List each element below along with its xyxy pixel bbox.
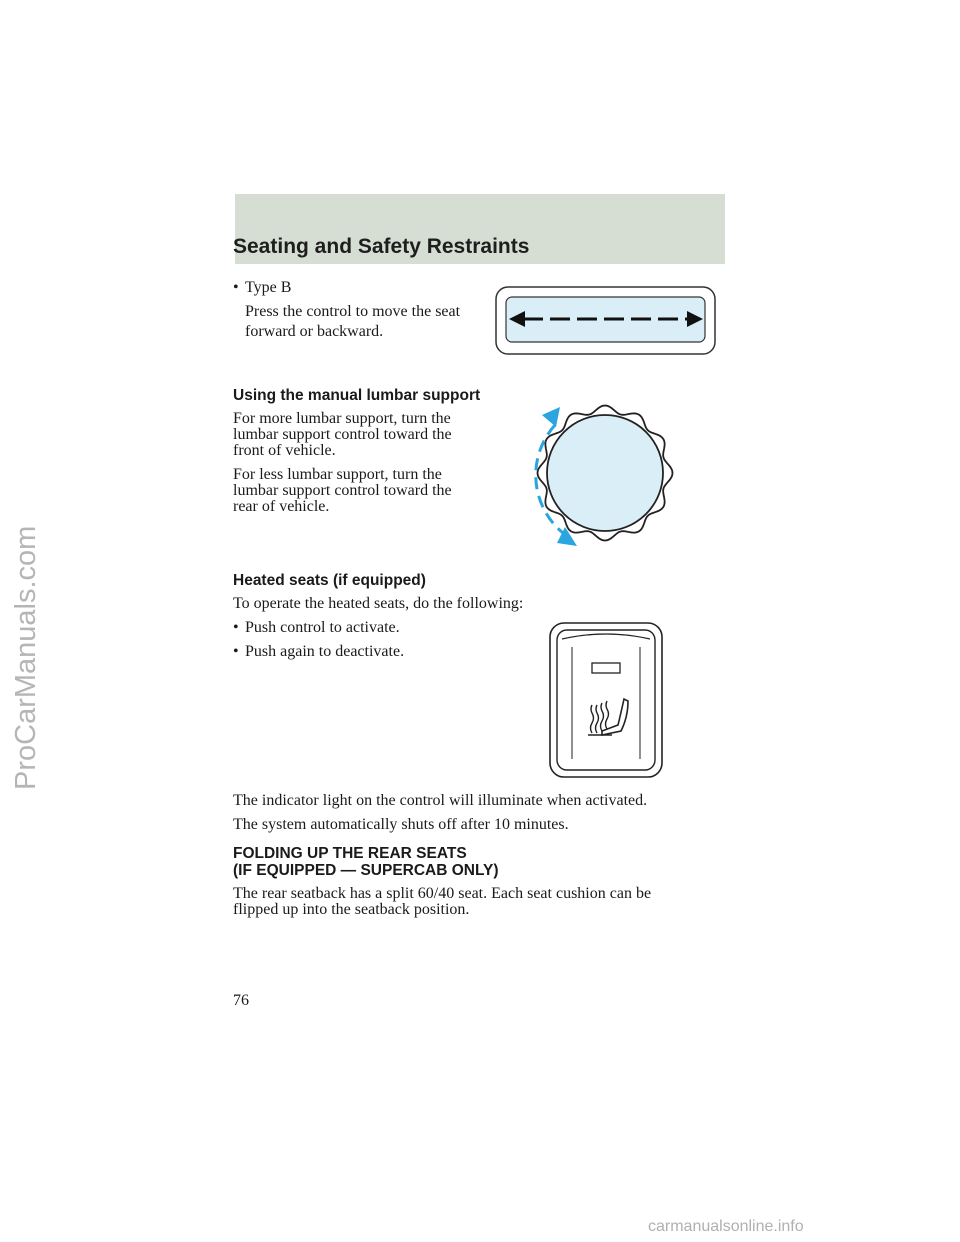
folding-heading-line-1: FOLDING UP THE REAR SEATS <box>233 845 467 862</box>
folding-heading-line-2: (IF EQUIPPED — SUPERCAB ONLY) <box>233 862 499 879</box>
lumbar-less-line-1: For less lumbar support, turn the <box>233 466 442 483</box>
heated-item-deactivate <box>233 642 404 662</box>
heated-intro: To operate the heated seats, do the following: <box>233 595 524 612</box>
bullet: • <box>233 643 239 660</box>
lumbar-less-line-3: rear of vehicle. <box>233 498 330 515</box>
type-b-item <box>233 278 291 298</box>
type-b-line-1: Press the control to move the seat <box>245 303 461 320</box>
bullet: • <box>233 619 239 636</box>
section-title: Seating and Safety Restraints <box>233 235 530 258</box>
bottom-watermark: carmanualsonline.info <box>648 1218 804 1235</box>
type-b-line-2: forward or backward. <box>245 323 384 340</box>
type-b-label: Type B <box>245 279 292 296</box>
heated-item-label: Push control to activate. <box>245 619 400 636</box>
folding-line-1: The rear seatback has a split 60/40 seat. Each seat cushion can be <box>233 885 652 902</box>
lumbar-more-line-1: For more lumbar support, turn the <box>233 410 451 427</box>
heated-heading: Heated seats (if equipped) <box>233 572 426 589</box>
heated-indicator-text: The indicator light on the control will illuminate when activated. <box>233 792 648 809</box>
lumbar-less-line-2: lumbar support control toward the <box>233 482 452 499</box>
lumbar-heading: Using the manual lumbar support <box>233 387 481 404</box>
heated-item-activate <box>233 618 400 638</box>
bullet: • <box>233 279 239 296</box>
heated-shutoff-text: The system automatically shuts off after 10 minutes. <box>233 816 569 833</box>
double-arrow-icon <box>495 286 717 356</box>
heated-item-label: Push again to deactivate. <box>245 643 405 660</box>
lumbar-more-line-2: lumbar support control toward the <box>233 426 452 443</box>
lumbar-more-line-3: front of vehicle. <box>233 442 336 459</box>
heated-seat-icon <box>548 621 664 779</box>
side-watermark-text: ProCarManuals.com <box>10 525 42 790</box>
folding-line-2: flipped up into the seatback position. <box>233 901 470 918</box>
lumbar-knob-icon <box>515 405 685 550</box>
page-number: 76 <box>233 992 249 1009</box>
